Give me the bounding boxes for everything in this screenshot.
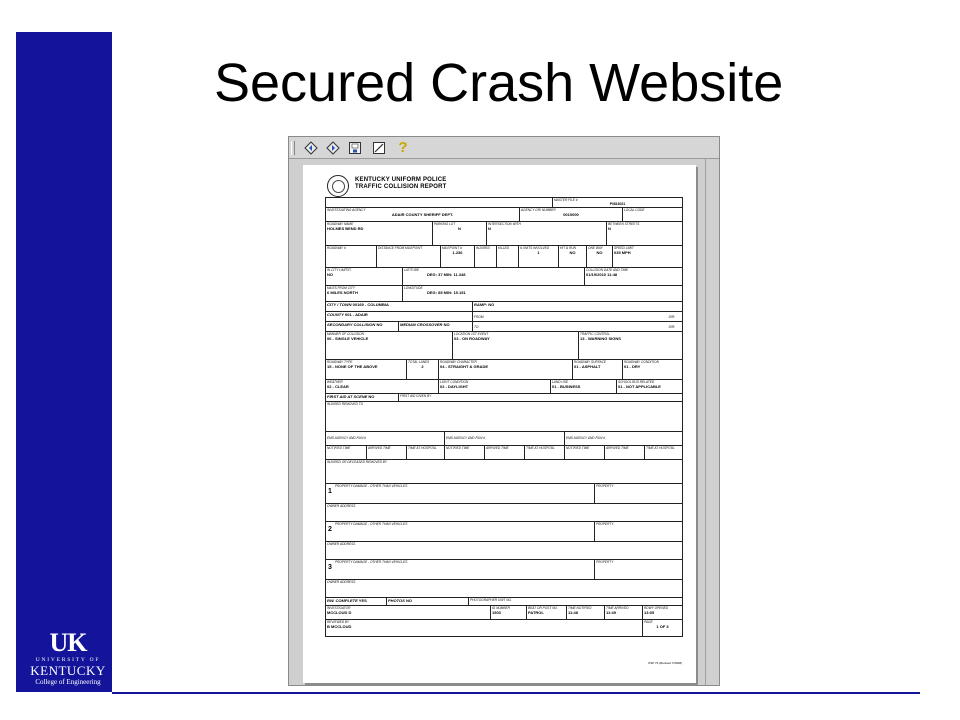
field-label: # UNITS INVOLVED [520, 246, 550, 250]
intersection-cell [486, 222, 606, 245]
form-row [326, 580, 682, 598]
first-aid-by-cell [398, 394, 682, 401]
field-label: DIR: [668, 315, 675, 319]
police-seal-icon [327, 175, 349, 197]
first-page-icon[interactable] [303, 140, 319, 156]
first-aid-cell [326, 394, 398, 401]
field-label: PROPERTY [596, 522, 614, 526]
field-label: IN CITY LIMITS? [327, 268, 352, 272]
parking-lot-cell [432, 222, 486, 245]
form-row [326, 446, 682, 460]
field-label: INJURED OR DECEASED REMOVED BY [327, 460, 388, 464]
page-cell [642, 620, 682, 637]
field-label: TRAFFIC CONTROL [580, 332, 610, 336]
uk-logo-mark: UK [49, 628, 87, 657]
secondary-collision-cell [326, 322, 398, 331]
field-value: 6 MILES NORTH [327, 290, 358, 295]
field-label: EMS AGENCY AND RUN # [566, 436, 606, 440]
form-row [326, 620, 682, 637]
form-row [326, 484, 682, 504]
photos-value: NO [405, 598, 412, 603]
form-row [326, 360, 682, 380]
ems-agency-cell [564, 432, 682, 445]
county-cell [326, 312, 472, 321]
field-value [326, 598, 386, 603]
field-label: PAGE [644, 620, 653, 624]
photographer-cell [468, 598, 682, 605]
save-icon[interactable] [347, 140, 363, 156]
miles-from-city-cell [326, 286, 402, 301]
field-label: TIME NOTIFIED [568, 606, 592, 610]
field-label: SCHOOL BUS RELATED [618, 380, 655, 384]
one-way-cell [586, 246, 612, 267]
toolbar-grip[interactable] [291, 141, 295, 155]
field-label: PHOTOGRAPHER UNIT NO. [470, 598, 512, 602]
field-label: FIRST AID GIVEN BY [400, 394, 432, 398]
city-town-value: 00169 - COLUMBIA [352, 302, 389, 307]
master-file-cell [552, 198, 682, 207]
field-label: MASTER FILE # [554, 198, 578, 202]
field-value: 13:05 [644, 610, 655, 615]
field-value [399, 322, 472, 327]
document-viewer [288, 136, 720, 686]
help-icon[interactable] [395, 140, 411, 156]
field-label: ROADWAY TYPE [327, 360, 353, 364]
form-row [326, 522, 682, 542]
form-row [326, 432, 682, 446]
form-row [326, 394, 682, 402]
field-label: ARRIVED TIME [368, 446, 391, 450]
field-label: FROM: [474, 315, 485, 319]
field-label: LAND USE [552, 380, 568, 384]
hospital-time-cell [524, 446, 564, 459]
school-bus-cell [616, 380, 682, 393]
time-opened-cell [642, 606, 682, 619]
property-number: 2 [328, 526, 332, 533]
roadway-condition-cell [622, 360, 682, 379]
field-label: ID NUMBER [492, 606, 510, 610]
print-icon[interactable] [371, 140, 387, 156]
field-label: LATITUDE [404, 268, 420, 272]
form-row [326, 268, 682, 286]
local-code-cell [622, 208, 682, 221]
property-cell [594, 560, 682, 579]
weather-cell [326, 380, 438, 393]
field-value: B MCCLOUD [327, 624, 352, 629]
field-label: TIME ARRIVED [606, 606, 629, 610]
time-arrived-cell [604, 606, 642, 619]
field-label: OWNER ADDRESS [327, 504, 356, 508]
help-glyph: ? [398, 139, 408, 156]
property-cell [594, 484, 682, 503]
field-label: SPEED LIMIT [614, 246, 634, 250]
field-label: DIR: [668, 325, 675, 329]
field-label: MEDIAN CROSSOVER [400, 322, 443, 327]
field-label: NOTIFIED TIME [446, 446, 470, 450]
roadway-character-cell [438, 360, 572, 379]
field-label: ROADWAY SURFACE [574, 360, 606, 364]
field-value: 035 MPH [614, 250, 631, 255]
field-value: N [458, 226, 461, 231]
distance-cell [376, 246, 440, 267]
form-row [326, 198, 682, 208]
field-label: LIGHT CONDITION [440, 380, 469, 384]
report-page [303, 165, 696, 683]
form-row [326, 322, 682, 332]
field-value: 1503 [492, 610, 501, 615]
field-value: NO [569, 250, 576, 255]
field-value: 01 - BUSINESS [552, 384, 581, 389]
ramp-value: NO [488, 302, 495, 307]
form-row [326, 598, 682, 606]
field-label: INJURED REMOVED TO [327, 402, 364, 406]
field-label: CITY / TOWN [327, 302, 352, 307]
form-row [326, 560, 682, 580]
notified-time-cell [326, 446, 366, 459]
field-label: NOTIFIED TIME [327, 446, 351, 450]
reviewed-by-cell [326, 620, 642, 637]
notified-time-cell [444, 446, 484, 459]
field-label: PROPERTY DAMAGE - OTHER THAN VEHICLES [335, 560, 408, 564]
total-lanes-cell [406, 360, 438, 379]
field-label: TIME AT HOSPITAL [526, 446, 555, 450]
field-label: ROADWAY NAME [327, 222, 354, 226]
milepoint-cell [440, 246, 474, 267]
uk-logo [24, 630, 112, 687]
roadway-type-cell [326, 360, 406, 379]
form-row [326, 504, 682, 522]
field-value [326, 302, 472, 307]
median-value: NO [443, 322, 450, 327]
field-label: MILEPOINT # [442, 246, 462, 250]
ems-agency-cell [444, 432, 564, 445]
field-label: TIME AT HOSPITAL [408, 446, 437, 450]
viewer-toolbar [289, 137, 719, 159]
speed-limit-cell [612, 246, 682, 267]
field-label: RW. COMPLETE [327, 598, 358, 603]
field-label: TO: [474, 325, 480, 329]
investigator-cell [326, 606, 490, 619]
injured-cell [474, 246, 496, 267]
field-value: 15 - NONE OF THE ABOVE [327, 364, 378, 369]
roadway-name-cell [326, 222, 432, 245]
ramp-cell [472, 302, 682, 311]
field-label: PROPERTY DAMAGE - OTHER THAN VEHICLES [335, 522, 408, 526]
injured-removed-cell [326, 402, 682, 431]
owner-address-cell [326, 504, 682, 521]
field-label: FIRST AID AT SCENE [327, 394, 368, 399]
location-event-cell [452, 332, 578, 359]
field-label: TOTAL LANES [408, 360, 430, 364]
form-row [326, 460, 682, 484]
field-value: 11:48 [568, 610, 579, 615]
form-row [326, 246, 682, 268]
traffic-control-cell [578, 332, 682, 359]
field-value: NO [596, 250, 603, 255]
field-label: TIME AT HOSPITAL [646, 446, 675, 450]
form-row [326, 402, 682, 432]
field-label: COLLISION DATE AND TIME [586, 268, 629, 272]
field-value: 1.236 [452, 250, 463, 255]
field-value: N [488, 226, 491, 231]
field-value [326, 394, 398, 399]
field-value [473, 302, 682, 307]
side-accent-bar [16, 32, 112, 692]
field-label: COUNTY [327, 312, 344, 317]
property-damage-cell [334, 484, 594, 503]
field-label: ROADWAY # [327, 246, 346, 250]
field-label: KILLED [498, 246, 509, 250]
property-number: 3 [328, 564, 332, 571]
field-label: DISTANCE FROM MILEPOINT [378, 246, 423, 250]
field-value: 03 - ON ROADWAY [454, 336, 490, 341]
arrived-time-cell [484, 446, 524, 459]
field-label: MANNER OF COLLISION [327, 332, 364, 336]
field-value [326, 322, 398, 327]
roadway-surface-cell [572, 360, 622, 379]
field-label: BETWEEN STREETS [608, 222, 640, 226]
id-number-cell [490, 606, 526, 619]
form-row [326, 542, 682, 560]
uk-logo-university: UNIVERSITY OF [35, 657, 101, 663]
slide-title: Secured Crash Website [214, 53, 784, 113]
light-condition-cell [438, 380, 550, 393]
field-label: OWNER ADDRESS [327, 542, 356, 546]
field-label: PROPERTY [596, 560, 614, 564]
median-crossover-cell [398, 322, 472, 331]
field-label: ROADWAY CONDITION [624, 360, 659, 364]
secondary-value: NO [376, 322, 383, 327]
between-streets-cell [606, 222, 682, 245]
hospital-time-cell [406, 446, 444, 459]
field-label: NOTIFIED TIME [566, 446, 590, 450]
field-label: ARRIVED TIME [486, 446, 509, 450]
form-row [326, 208, 682, 222]
property-damage-cell [334, 522, 594, 541]
field-label: LONGITUDE [404, 286, 423, 290]
field-value: HOLMES BEND RD [327, 226, 364, 231]
field-label: RAMP: [474, 302, 488, 307]
field-value: ADAIR COUNTY SHERIFF DEPT. [391, 212, 454, 217]
field-value: 01 - NOT APPLICABLE [618, 384, 661, 389]
field-value: N [608, 226, 611, 231]
field-label: RDWY OPENED [644, 606, 669, 610]
arrived-time-cell [366, 446, 406, 459]
bottom-rule [112, 692, 920, 694]
field-label: ARRIVED TIME [606, 446, 629, 450]
form-row [326, 380, 682, 394]
roadway-number-cell [326, 246, 376, 267]
land-use-cell [550, 380, 616, 393]
field-label: AGENCY ORI NUMBER [521, 208, 556, 212]
form-row [326, 606, 682, 620]
field-label: INVESTIGATING AGENCY [327, 208, 366, 212]
form-code: KSP 74 (Revised 7/2008) [648, 661, 682, 665]
field-value: 01 - ASPHALT [574, 364, 601, 369]
to-cell [472, 322, 682, 331]
form-row [326, 222, 682, 246]
field-label: PROPERTY [596, 484, 614, 488]
investigating-agency-cell [326, 208, 519, 221]
field-label: WEATHER [327, 380, 343, 384]
form-row [326, 332, 682, 360]
field-label: MILES FROM CITY [327, 286, 355, 290]
report-complete-value: YES [358, 598, 367, 603]
field-value: 02 - CLEAR [327, 384, 349, 389]
field-label: ONE WAY [588, 246, 603, 250]
field-label: LOCATION 1ST EVENT [454, 332, 489, 336]
field-value: P0818021 [609, 202, 626, 206]
uk-logo-kentucky: KENTUCKY [30, 663, 106, 678]
city-town-cell [326, 302, 472, 311]
collision-date-cell [584, 268, 682, 285]
field-label: PARKING LOT [434, 222, 456, 226]
field-label: REVIEWED BY [327, 620, 350, 624]
agency-line: KENTUCKY UNIFORM POLICE [355, 177, 447, 183]
hit-run-cell [558, 246, 586, 267]
arrived-time-cell [604, 446, 644, 459]
field-value: 04 - STRAIGHT & GRADE [440, 364, 489, 369]
field-value: 11:49 [606, 610, 617, 615]
field-label: PROPERTY DAMAGE - OTHER THAN VEHICLES [335, 484, 408, 488]
manner-cell [326, 332, 452, 359]
field-label: INVESTIGATOR [327, 606, 351, 610]
first-aid-value: NO [368, 394, 375, 399]
field-label: OWNER ADDRESS [327, 580, 356, 584]
field-value: 06 - SINGLE VEHICLE [327, 336, 369, 341]
field-value: 02 - DAYLIGHT [440, 384, 469, 389]
field-value: DEG: 37 MIN: 11.348 [427, 272, 466, 277]
owner-address-cell [326, 542, 682, 559]
city-limits-cell [326, 268, 402, 285]
field-value [387, 598, 468, 603]
notified-time-cell [564, 446, 604, 459]
field-label: BEAT OR POST NO. [528, 606, 558, 610]
property-cell [594, 522, 682, 541]
latitude-cell [402, 268, 584, 285]
removed-by-cell [326, 460, 682, 483]
owner-address-cell [326, 580, 682, 597]
hospital-time-cell [644, 446, 682, 459]
vertical-scrollbar[interactable] [705, 159, 719, 685]
field-value: 13 - WARNING SIGNS [580, 336, 621, 341]
longitude-cell [402, 286, 584, 301]
field-value: 01 - DRY [624, 364, 641, 369]
form-row [326, 312, 682, 322]
field-value: MCCLOUD D [327, 610, 352, 615]
report-header [355, 177, 447, 191]
killed-cell [496, 246, 518, 267]
field-label: EMS AGENCY AND RUN # [446, 436, 486, 440]
field-value: 01/19/2010 11:48 [586, 272, 618, 277]
collision-report-form [325, 197, 683, 637]
field-value: 1 OF 3 [656, 624, 669, 629]
form-row [326, 302, 682, 312]
units-cell [518, 246, 558, 267]
field-value: 0010000 [563, 212, 579, 217]
field-value: 2 [421, 364, 424, 369]
photos-cell [386, 598, 468, 605]
time-notified-cell [566, 606, 604, 619]
field-label: HIT & RUN [560, 246, 576, 250]
report-complete-cell [326, 598, 386, 605]
field-value [326, 312, 472, 317]
from-cell [472, 312, 682, 321]
ems-agency-cell [326, 432, 444, 445]
field-label: SECONDARY COLLISION [327, 322, 376, 327]
field-label: EMS AGENCY AND RUN # [327, 436, 367, 440]
report-type-line: TRAFFIC COLLISION REPORT [355, 184, 447, 190]
field-label: LOCAL CODE [624, 208, 645, 212]
form-row [326, 286, 682, 302]
field-label: PHOTOS [388, 598, 405, 603]
beat-cell [526, 606, 566, 619]
field-value: PATROL [528, 610, 544, 615]
property-damage-cell [334, 560, 594, 579]
field-label: INJURED [476, 246, 490, 250]
field-label: INTERSECTION WITH [488, 222, 521, 226]
county-value: 001 - ADAIR [345, 312, 368, 317]
field-label: ROADWAY CHARACTER [440, 360, 477, 364]
field-value: 1 [537, 250, 540, 255]
property-number: 1 [328, 488, 332, 495]
agency-ori-cell [519, 208, 622, 221]
uk-logo-college: College of Engineering [35, 678, 101, 686]
next-page-icon[interactable] [325, 140, 341, 156]
field-value: NO [327, 272, 333, 277]
field-value: DEG: 85 MIN: 15.151 [427, 290, 466, 295]
